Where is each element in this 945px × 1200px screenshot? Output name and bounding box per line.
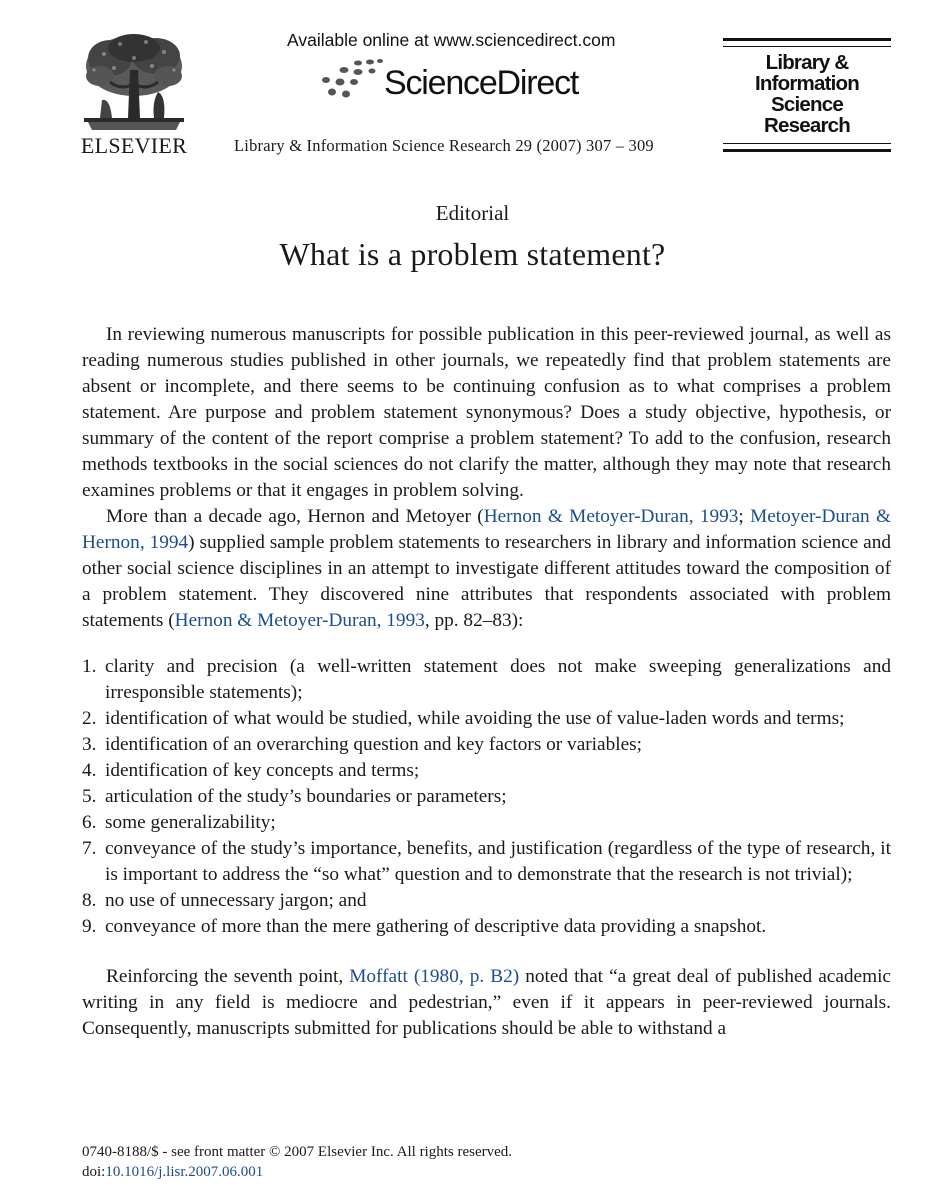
- paragraph-intro: In reviewing numerous manuscripts for possible publication in this peer-reviewed journal, as well as reading numerous studies published in other journals, we repeatedly find that problem statements are absent or incomplete, and there seems to be continuing confusion as to what comprises a problem statement. Are purpose and problem statement synonymous? Does a study objective, hypothesis, or summary of the content of the report comprise a problem statement? To add to the confusion, research methods textbooks in the social sciences do not clarify the matter, although they may note that research examines problems or that it engages in problem solving.: [82, 324, 891, 501]
- list-item-number: 9.: [82, 916, 97, 937]
- journal-citation: Library & Information Science Research 29 (2007) 307 – 309: [234, 136, 654, 155]
- list-item-text: identification of key concepts and terms;: [105, 760, 420, 781]
- list-item-number: 7.: [82, 838, 97, 859]
- paragraph-text: ) supplied sample problem statements to researchers in library and information science and other social science disciplines in an attempt to investigate different attitudes toward the composition of a problem statement. They discovered nine attributes that respondents associated with problem statements (: [82, 532, 891, 631]
- list-item: [82, 732, 891, 758]
- journal-logo-line: Information: [755, 72, 859, 95]
- list-item: [82, 758, 891, 784]
- list-item: [82, 810, 891, 836]
- list-item: [82, 914, 891, 940]
- list-item: [82, 784, 891, 810]
- journal-logo-rule-bottom: [723, 143, 891, 152]
- list-item-text: some generalizability;: [105, 812, 276, 833]
- article-body: [82, 322, 891, 1042]
- paragraph-text: noted that “a great deal of published academic writing in any field is mediocre and pedestrian,” even if it appears in peer-reviewed journals. Consequently, manuscripts submitted for publications should be able to withstand a: [82, 966, 891, 1039]
- list-item-number: 8.: [82, 890, 97, 911]
- list-item-text: articulation of the study’s boundaries or parameters;: [105, 786, 507, 807]
- attribute-list: [82, 654, 891, 940]
- citation-link[interactable]: Metoyer-Duran & Hernon, 1994: [82, 506, 891, 553]
- paragraph-reinforcing: [82, 964, 891, 1042]
- paragraph-text: , pp. 82–83):: [424, 610, 524, 631]
- list-item-text: identification of an overarching question and key factors or variables;: [105, 734, 643, 755]
- doi-label: doi:: [82, 1164, 106, 1180]
- publisher-name: ELSEVIER: [80, 133, 188, 158]
- list-item-text: identification of what would be studied, while avoiding the use of value-laden words and terms;: [105, 708, 845, 729]
- elsevier-logo: [78, 30, 190, 158]
- sciencedirect-dots-icon: [318, 58, 384, 102]
- paragraph-text: More than a decade ago, Hernon and Metoyer (: [106, 506, 484, 527]
- paragraph-background: [82, 504, 891, 634]
- list-item-number: 4.: [82, 760, 97, 781]
- journal-logo-rule-top: [723, 38, 891, 47]
- sciencedirect-wordmark: ScienceDirect: [384, 64, 579, 102]
- list-item-number: 2.: [82, 708, 97, 729]
- list-item: [82, 836, 891, 888]
- list-item-text: conveyance of the study’s importance, benefits, and justification (regardless of the type of research, it is important to address the “so what” question and to demonstrate that the research is not trivial);: [105, 838, 891, 885]
- list-item: [82, 706, 891, 732]
- list-item-number: 1.: [82, 656, 97, 677]
- journal-logo-line: Science: [771, 93, 843, 116]
- journal-logo-line: Research: [764, 114, 850, 137]
- paragraph-text: Reinforcing the seventh point,: [106, 966, 350, 987]
- list-item-number: 3.: [82, 734, 97, 755]
- citation-link[interactable]: Hernon & Metoyer-Duran, 1993: [174, 610, 425, 631]
- journal-logo: [723, 38, 891, 152]
- list-item: [82, 654, 891, 706]
- list-item-number: 6.: [82, 812, 97, 833]
- list-item-text: conveyance of more than the mere gathering of descriptive data providing a snapshot.: [105, 916, 767, 937]
- section-label: Editorial: [435, 201, 510, 225]
- list-item: [82, 888, 891, 914]
- article-title: What is a problem statement?: [279, 236, 666, 272]
- journal-logo-line: Library &: [765, 51, 849, 74]
- list-item-number: 5.: [82, 786, 97, 807]
- list-item-text: no use of unnecessary jargon; and: [105, 890, 367, 911]
- list-item-text: clarity and precision (a well-written statement does not make sweeping generalizations and irresponsible statements);: [105, 656, 891, 703]
- doi-line: [82, 1162, 512, 1182]
- page-footer: [82, 1142, 512, 1182]
- journal-logo-title: [723, 52, 891, 136]
- citation-link[interactable]: Hernon & Metoyer-Duran, 1993: [483, 506, 739, 527]
- doi-link[interactable]: 10.1016/j.lisr.2007.06.001: [105, 1164, 264, 1180]
- elsevier-tree-icon: [80, 30, 188, 132]
- copyright-notice: 0740-8188/$ - see front matter © 2007 Elsevier Inc. All rights reserved.: [82, 1144, 513, 1160]
- citation-link[interactable]: Moffatt (1980, p. B2): [349, 966, 520, 987]
- paragraph-text: ;: [738, 506, 751, 527]
- availability-notice: Available online at www.sciencedirect.com: [287, 30, 616, 50]
